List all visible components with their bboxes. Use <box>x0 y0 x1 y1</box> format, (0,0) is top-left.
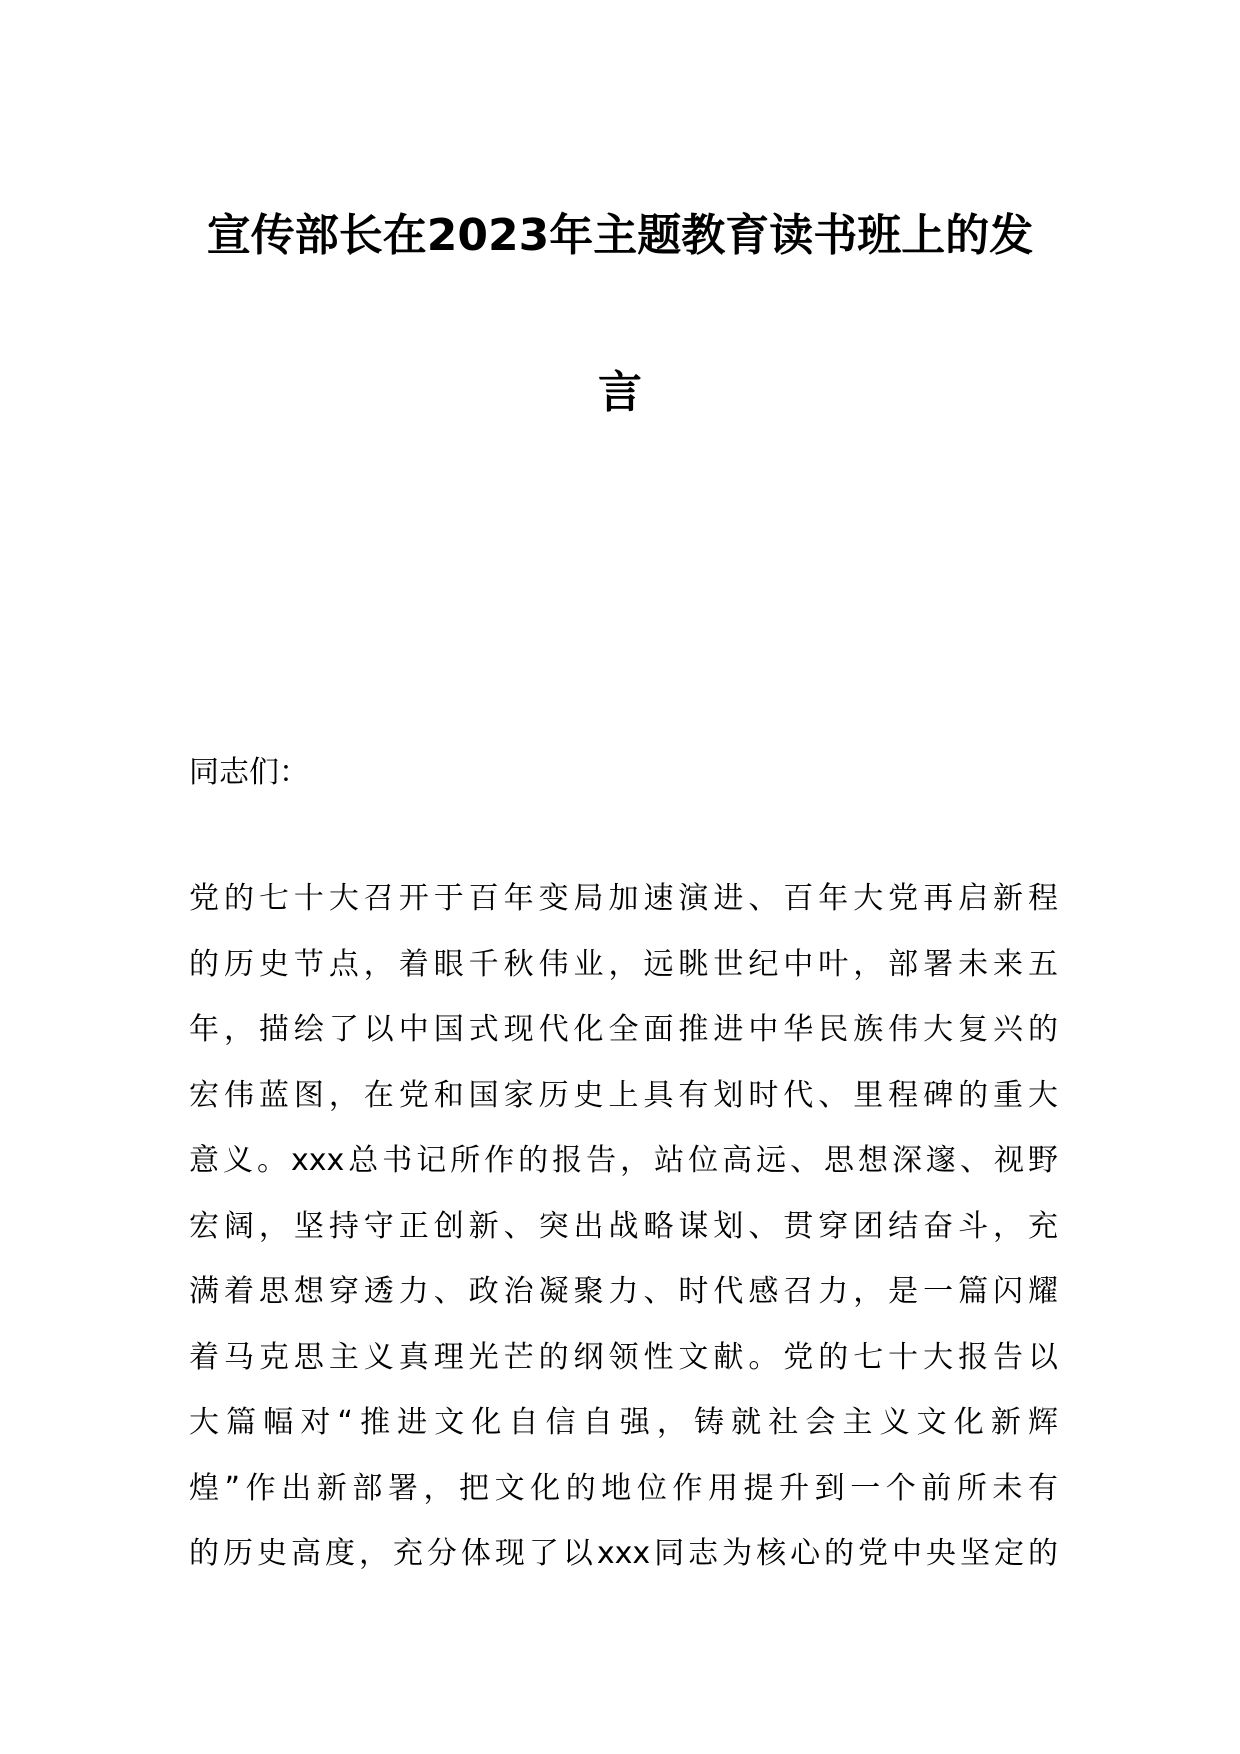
body-line: 意义。xxx总书记所作的报告，站位高远、思想深邃、视野 <box>189 1143 1058 1178</box>
body-line: 宏伟蓝图，在党和国家历史上具有划时代、里程碑的重大 <box>189 1078 1058 1113</box>
body-line: 的历史高度，充分体现了以xxx同志为核心的党中央坚定的 <box>189 1536 1058 1571</box>
body-line: 年，描绘了以中国式现代化全面推进中华民族伟大复兴的 <box>189 1012 1058 1047</box>
body-line: 宏阔，坚持守正创新、突出战略谋划、贯穿团结奋斗，充 <box>189 1209 1058 1244</box>
salutation: 同志们： <box>189 755 309 790</box>
body-line: 大篇幅对“推进文化自信自强，铸就社会主义文化新辉 <box>189 1405 1058 1440</box>
body-line: 着马克思主义真理光芒的纲领性文献。党的七十大报告以 <box>189 1340 1058 1375</box>
body-line: 的历史节点，着眼千秋伟业，远眺世纪中叶，部署未来五 <box>189 947 1058 982</box>
body-line: 满着思想穿透力、政治凝聚力、时代感召力，是一篇闪耀 <box>189 1274 1058 1309</box>
document-title-line-2: 言 <box>598 367 642 418</box>
body-line: 煌”作出新部署，把文化的地位作用提升到一个前所未有 <box>189 1471 1058 1506</box>
document-title-line-1: 宣传部长在2023年主题教育读书班上的发 <box>206 210 1034 261</box>
body-line: 党的七十大召开于百年变局加速演进、百年大党再启新程 <box>189 881 1058 916</box>
